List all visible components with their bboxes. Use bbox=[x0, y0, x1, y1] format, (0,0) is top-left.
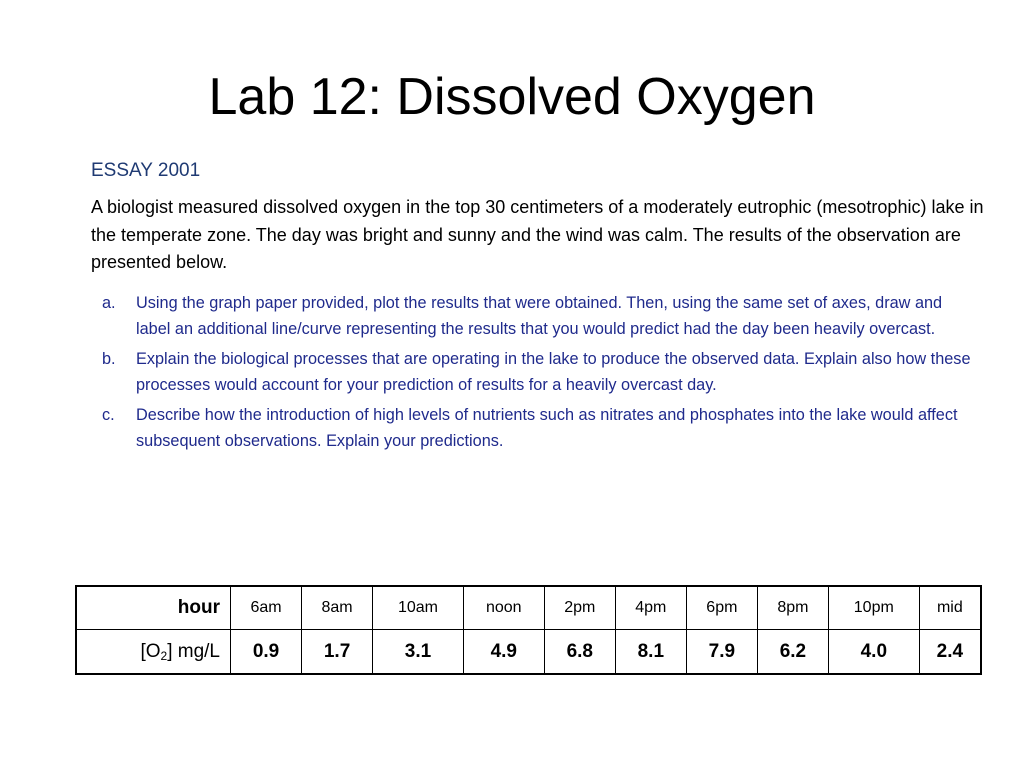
oxygen-value-cell: 8.1 bbox=[615, 630, 686, 675]
essay-heading: ESSAY 2001 bbox=[91, 160, 201, 181]
hour-cell: 4pm bbox=[615, 586, 686, 630]
oxygen-value-cell: 4.0 bbox=[828, 630, 919, 675]
hour-cell: 10am bbox=[373, 586, 464, 630]
oxygen-value-cell: 4.9 bbox=[463, 630, 544, 675]
oxygen-value-cell: 7.9 bbox=[686, 630, 757, 675]
oxygen-value-cell: 6.2 bbox=[757, 630, 828, 675]
oxygen-data-table bbox=[75, 585, 982, 675]
slide-title: Lab 12: Dissolved Oxygen bbox=[208, 68, 816, 126]
question-marker: b. bbox=[102, 350, 116, 368]
hour-cell: noon bbox=[463, 586, 544, 630]
question-list bbox=[100, 290, 980, 458]
hour-cell: 6am bbox=[231, 586, 302, 630]
question-a bbox=[100, 290, 980, 342]
question-text: Explain the biological processes that are operating in the lake to produce the observed data. Explain also how these processes would account for your prediction of results for a heavily overcast day. bbox=[136, 350, 971, 394]
oxygen-value-cell: 3.1 bbox=[373, 630, 464, 675]
question-b bbox=[100, 346, 980, 398]
oxygen-row-label bbox=[76, 630, 231, 675]
oxygen-value-cell: 6.8 bbox=[544, 630, 615, 675]
hour-row bbox=[76, 586, 981, 630]
question-text: Using the graph paper provided, plot the results that were obtained. Then, using the same set of axes, draw and label an additional line/curve representing the results that you would predict had the day been heavily overcast. bbox=[136, 294, 943, 338]
question-marker: c. bbox=[102, 406, 115, 424]
hour-cell: 2pm bbox=[544, 586, 615, 630]
hour-cell: 6pm bbox=[686, 586, 757, 630]
question-marker: a. bbox=[102, 294, 116, 312]
hour-row-label: hour bbox=[76, 586, 231, 630]
question-c bbox=[100, 402, 980, 454]
oxygen-label-subscript: 2 bbox=[160, 648, 168, 663]
question-text: Describe how the introduction of high levels of nutrients such as nitrates and phosphates into the lake would affect subsequent observations. Explain your predictions. bbox=[136, 406, 958, 450]
hour-cell: mid bbox=[919, 586, 981, 630]
intro-paragraph: A biologist measured dissolved oxygen in the top 30 centimeters of a moderately eutrophic (mesotrophic) lake in the temperate zone. The day was bright and sunny and the wind was calm. The results of the observation are presented below. bbox=[91, 197, 984, 272]
hour-cell: 8am bbox=[302, 586, 373, 630]
hour-cell: 8pm bbox=[757, 586, 828, 630]
oxygen-value-cell: 0.9 bbox=[231, 630, 302, 675]
oxygen-label-prefix: [O bbox=[140, 640, 161, 662]
hour-cell: 10pm bbox=[828, 586, 919, 630]
oxygen-row bbox=[76, 630, 981, 675]
oxygen-value-cell: 1.7 bbox=[302, 630, 373, 675]
oxygen-label-suffix: ] mg/L bbox=[167, 640, 220, 662]
oxygen-value-cell: 2.4 bbox=[919, 630, 981, 675]
